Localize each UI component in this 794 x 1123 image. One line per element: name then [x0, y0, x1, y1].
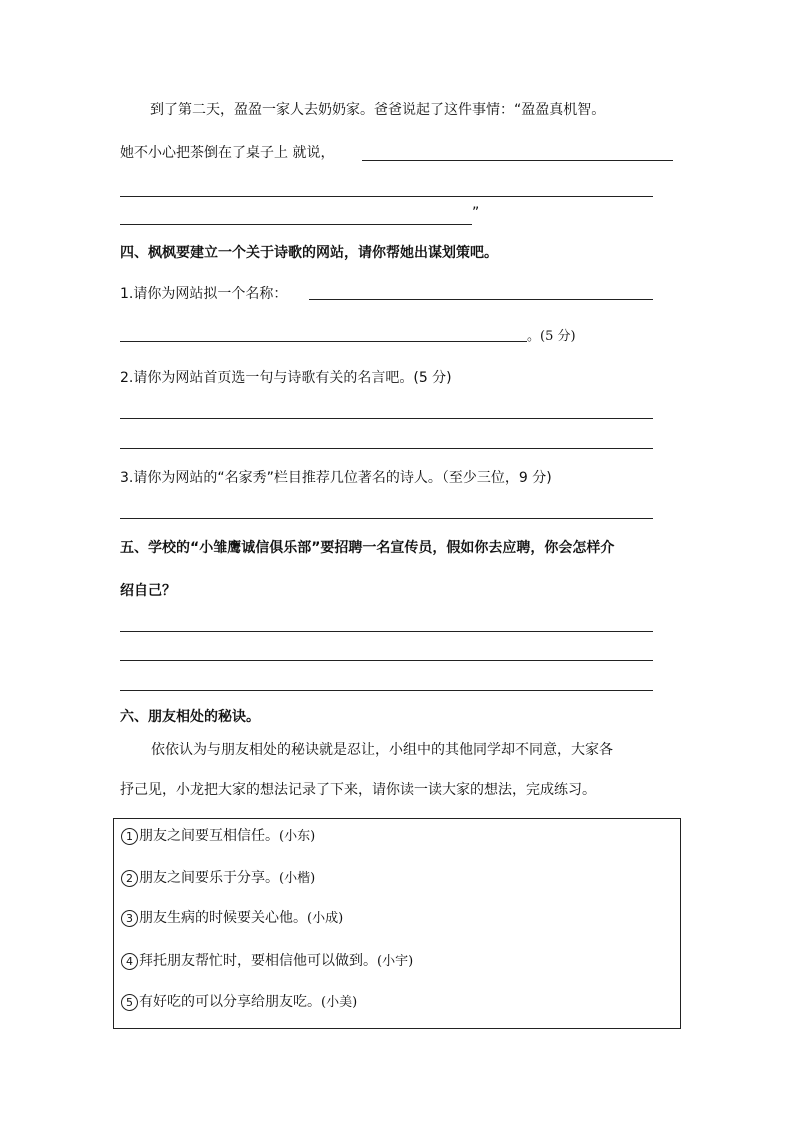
circled-number: 2 — [121, 870, 138, 887]
opinion-author: (小成) — [307, 911, 344, 926]
answer-line[interactable] — [120, 660, 653, 661]
opinion-text: 拜托朋友帮忙时，要相信他可以做到。 — [139, 953, 377, 969]
circled-number: 4 — [121, 953, 138, 970]
section-4-heading: 四、枫枫要建立一个关于诗歌的网站，请你帮她出谋划策吧。 — [120, 245, 498, 261]
section-5-heading-line-1: 五、学校的“小雏鹰诚信俱乐部”要招聘一名宣传员，假如你去应聘，你会怎样介 — [120, 540, 615, 556]
opinion-item — [121, 825, 315, 845]
section-6-paragraph-line-2: 抒己见，小龙把大家的想法记录了下来，请你读一读大家的想法，完成练习。 — [120, 782, 596, 798]
answer-line[interactable] — [120, 690, 653, 691]
circled-number: 3 — [121, 910, 138, 927]
opinion-text: 朋友之间要互相信任。 — [139, 828, 279, 844]
opinion-author: (小宇) — [377, 954, 414, 969]
circled-number: 5 — [121, 994, 138, 1011]
opinion-item — [121, 867, 315, 887]
closing-quote: ” — [472, 205, 480, 221]
answer-line[interactable] — [362, 160, 673, 161]
question-4-2: 2.请你为网站首页选一句与诗歌有关的名言吧。(5 分) — [120, 370, 452, 386]
section-5-heading-line-2: 绍自己？ — [120, 583, 176, 599]
answer-line[interactable] — [120, 631, 653, 632]
opinion-author: (小楷) — [279, 871, 316, 886]
answer-line[interactable] — [120, 418, 653, 419]
opinion-text: 朋友之间要乐于分享。 — [139, 870, 279, 886]
answer-line[interactable] — [120, 196, 653, 197]
opinion-item — [121, 991, 357, 1011]
answer-line[interactable] — [309, 299, 653, 300]
section-6-paragraph-line-1: 依依认为与朋友相处的秘诀就是忍让，小组中的其他同学却不同意，大家各 — [151, 742, 613, 758]
opinion-text: 朋友生病的时候要关心他。 — [139, 910, 307, 926]
opinion-text: 有好吃的可以分享给朋友吃。 — [139, 994, 321, 1010]
opinion-author: (小美) — [321, 995, 358, 1010]
question-4-1-score: 。(5 分) — [527, 329, 576, 344]
opinion-author: (小东) — [279, 829, 316, 844]
story-paragraph-line-1: 到了第二天，盈盈一家人去奶奶家。爸爸说起了这件事情：“盈盈真机智。 — [150, 102, 606, 118]
answer-line[interactable] — [120, 224, 472, 225]
section-6-heading: 六、朋友相处的秘诀。 — [120, 709, 260, 725]
answer-line[interactable] — [120, 448, 653, 449]
opinion-item — [121, 907, 343, 927]
answer-line[interactable] — [120, 518, 653, 519]
question-4-1: 1.请你为网站拟一个名称： — [120, 286, 288, 302]
question-4-3: 3.请你为网站的“名家秀”栏目推荐几位著名的诗人。（至少三位，9 分) — [120, 470, 552, 486]
answer-line[interactable] — [120, 341, 527, 342]
circled-number: 1 — [121, 828, 138, 845]
story-paragraph-line-2: 她不小心把茶倒在了桌子上 就说， — [120, 145, 335, 161]
opinion-item — [121, 950, 413, 970]
